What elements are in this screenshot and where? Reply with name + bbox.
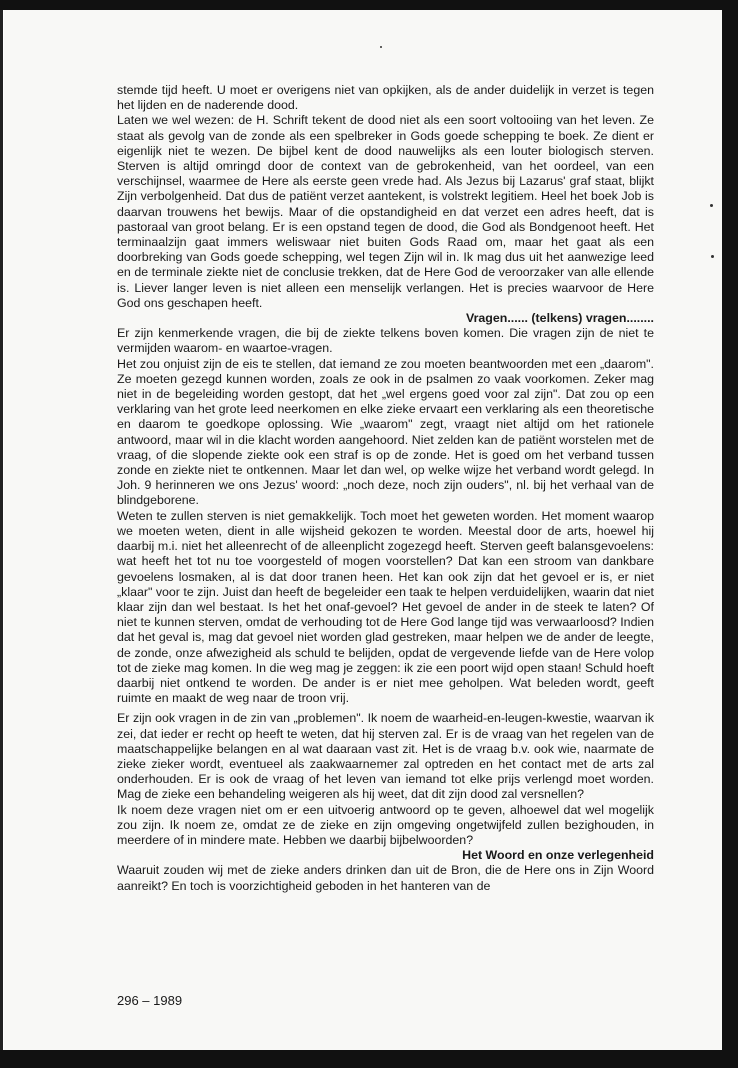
scan-left-edge [0,0,3,1068]
scan-right-border [722,0,738,1068]
section-heading-woord: Het Woord en onze verlegenheid [462,848,654,863]
paragraph: Het zou onjuist zijn de eis te stellen, dat iemand ze zou moeten beantwoorden met een „daarom". Ze moeten gezegd kunnen worden, zoals ze ook in de psalmen zo vaak voorkomen. Zeker mag niet in de begeleiding worden gestopt, dat het „wel ergens goed voor zal zijn". Dat zou op een verklaring van het grote leed neerkomen en elke zieke ervaart een verklaring als een theoretische en daarom te goedkope oplossing. Wie „waarom" zegt, vraagt niet altijd om het rationele antwoord, maar wil in die klacht worden aangehoord. Niet zelden kan de patiënt worstelen met de vraag, of die slopende ziekte ook een straf is op de zonde. Het is goed om het verband tussen zonde en ziekte niet te ontkennen. Maar let dan wel, op welke wijze het verband wordt gelegd. In Joh. 9 herinneren we ons Jezus' woord: „noch deze, noch zijn ouders", nl. bij het verhaal van de blindgeborene. [117,356,654,508]
scan-speck [711,255,714,258]
scan-top-border [0,0,722,10]
scan-speck [710,204,713,207]
section-heading-vragen: Vragen...... (telkens) vragen........ [466,311,654,326]
paragraph: Weten te zullen sterven is niet gemakkelijk. Toch moet het geweten worden. Het moment waarop we moeten weten, dient in alle wijsheid gekozen te worden. Meestal door de arts, hoewel hij daarbij m.i. niet het alleenrecht of de alleenplicht zogezegd heeft. Sterven geeft balansgevoelens: wat heeft het tot nu toe voorgesteld of mogen voorstellen? Dat kan een stroom van dankbare gevoelens losmaken, al is dat door tranen heen. Het kan ook zijn dat het gevoel er is, er niet „klaar" voor te zijn. Juist dan heeft de begeleider een taak te helpen verduidelijken, waarin dat niet klaar zijn dan wel bestaat. Is het het onaf-gevoel? Het gevoel de ander in de steek te laten? Of niet te kunnen sterven, omdat de verhouding tot de Here God lange tijd was verwaarloosd? Indien dat het geval is, mag dat gevoel niet worden glad gestreken, maar helpen we de ander de leegte, de zonde, onze afwezigheid als schuld te belijden, opdat de vergevende liefde van de Here volop tot de zieke mag komen. In die weg mag je zeggen: ik zie een poort wijd open staan! Schuld hoeft daarbij niet ontkend te worden. De ander is er niet mee geholpen. Wat beleden wordt, geeft ruimte en maakt de weg naar de troon vrij. [117,508,654,706]
page-footer: 296 – 1989 [117,993,183,1008]
paragraph: Laten we wel wezen: de H. Schrift tekent de dood niet als een soort voltooiing van het leven. Ze staat als gevolg van de zonde als een spelbreker in Gods goede schepping te boek. Ze dient er eigenlijk niet te wezen. De bijbel kent de dood nauwelijks als een louter biologisch sterven. Sterven is altijd omringd door de context van de gebrokenheid, van het oordeel, van een verschijnsel, waarmee de Here als eerste geen vrede had. Als Jezus bij Lazarus' graf staat, blijkt Zijn verbolgenheid. Dat dus de patiënt verzet aantekent, is volstrekt legitiem. Heel het boek Job is daarvan trouwens het bewijs. Maar of die opstandigheid en dat verzet een adres heeft, dat is pastoraal van groot belang. Er is een opstand tegen de dood, die God als Bondgenoot heeft. Het terminaalzijn gaat immers weliswaar niet buiten Gods Raad om, maar het gaat als een doorbreking van Gods goede schepping, wel tegen Zijn wil in. Ik mag dus uit het aanwezige leed en de terminale ziekte niet de conclusie trekken, dat de Here God de veroorzaker van alle ellende is. Liever langer leven is niet alleen een menselijk verlangen. Het is precies waarvoor de Here God ons geschapen heeft. [117,113,654,310]
paragraph: Er zijn ook vragen in de zin van „problemen". Ik noem de waarheid-en-leugen-kwestie, waarvan ik zei, dat ieder er recht op heeft te weten, dat hij sterven zal. Er is de vraag van het regelen van de maatschappelijke belangen en al wat daaraan vast zit. Het is de vraag b.v. ook wie, naarmate de zieke zieker wordt, eventueel als zaakwaarnemer zal optreden en het contact met de arts zal onderhouden. Er is ook de vraag of het leven van iemand tot elke prijs verlengd moet worden. Mag de zieke een behandeling weigeren als hij weet, dat dit zijn dood zal versnellen? [117,711,654,802]
body-text [117,83,654,894]
paragraph: Er zijn kenmerkende vragen, die bij de ziekte telkens boven komen. Die vragen zijn de niet te vermijden waarom- en waartoe-vragen. [117,326,654,356]
scan-speck [380,46,382,48]
paragraph: Waaruit zouden wij met de zieke anders drinken dan uit de Bron, die de Here ons in Zijn Woord aanreikt? En toch is voorzichtigheid geboden in het hanteren van de [117,863,654,893]
paragraph: Ik noem deze vragen niet om er een uitvoerig antwoord op te geven, alhoewel dat wel mogelijk zou zijn. Ik noem ze, omdat ze de zieke en zijn omgeving ongetwijfeld zullen bezighouden, in meerdere of in mindere mate. Hebben we daarbij bijbelwoorden? [117,802,654,847]
scan-bottom-border [0,1050,738,1068]
paragraph: stemde tijd heeft. U moet er overigens niet van opkijken, als de ander duidelijk in verzet is tegen het lijden en de naderende dood. [117,83,654,113]
